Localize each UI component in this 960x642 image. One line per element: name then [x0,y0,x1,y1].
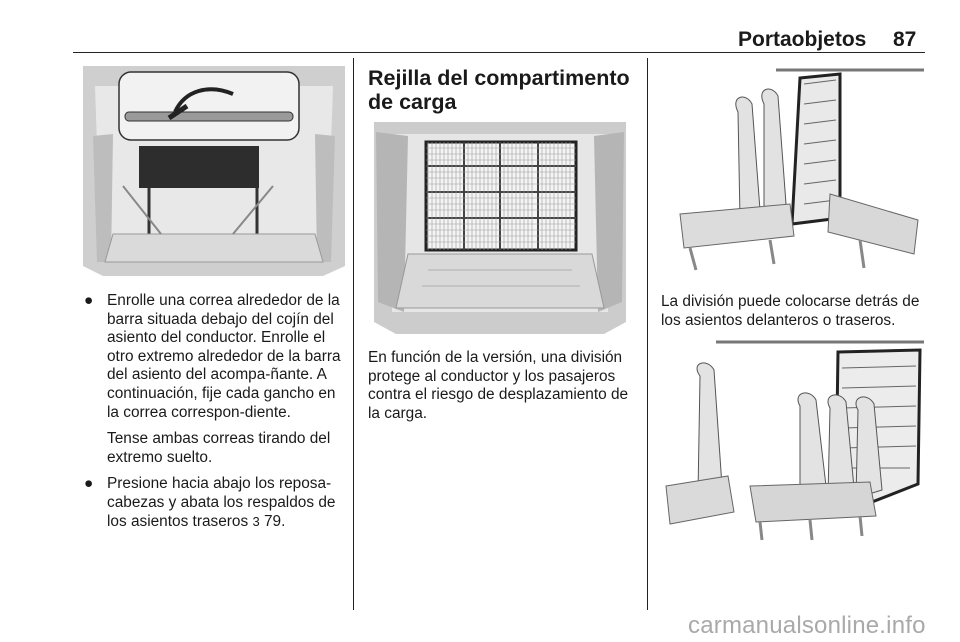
list-item [83,475,345,531]
column-divider-right [647,58,648,610]
page-number: 87 [893,28,917,51]
watermark: carmanualsonline.info [688,612,926,639]
bullet-text: Enrolle una correa alrededor de la barra situada debajo del cojín del asiento del conductor. Enrolle el otro extremo alrededor de la barra del asiento del acompa-ñante. A continuación, fije cada gancho en la correa correspon-diente. [107,292,341,421]
partition-front-illustration [660,64,926,278]
section-title: Portaobjetos [738,28,867,51]
cargo-grid-illustration [368,122,632,336]
column-divider-left [353,58,354,610]
figure-cargo-grid [368,122,632,336]
list-item [83,292,345,467]
bullet-marker: ● [84,292,94,309]
bullet-subtext: Tense ambas correas tirando del extremo suelto. [107,430,331,466]
bullet-text: Presione hacia abajo los reposa-cabezas y abata los respaldos de los asientos traseros [107,475,336,530]
column-1-text [83,292,345,539]
grid-description: En función de la versión, una división protege al conductor y los pasajeros contra el riesgo de desplazamiento de la carga. [368,349,629,422]
bullet-marker: ● [84,475,94,493]
page-reference-icon: 3 [252,513,260,529]
figure-cargo-straps [83,66,345,278]
page-reference[interactable]: 79. [259,512,286,530]
instruction-list [83,292,345,531]
header-rule [73,52,925,53]
partition-rear-illustration [660,336,926,550]
section-heading: Rejilla del compartimento de carga [368,66,630,114]
cargo-straps-illustration [83,66,345,278]
partition-caption: La división puede colocarse detrás de los asientos delanteros o traseros. [661,293,920,329]
figure-partition-rear [660,336,926,550]
figure-partition-front [660,64,926,278]
